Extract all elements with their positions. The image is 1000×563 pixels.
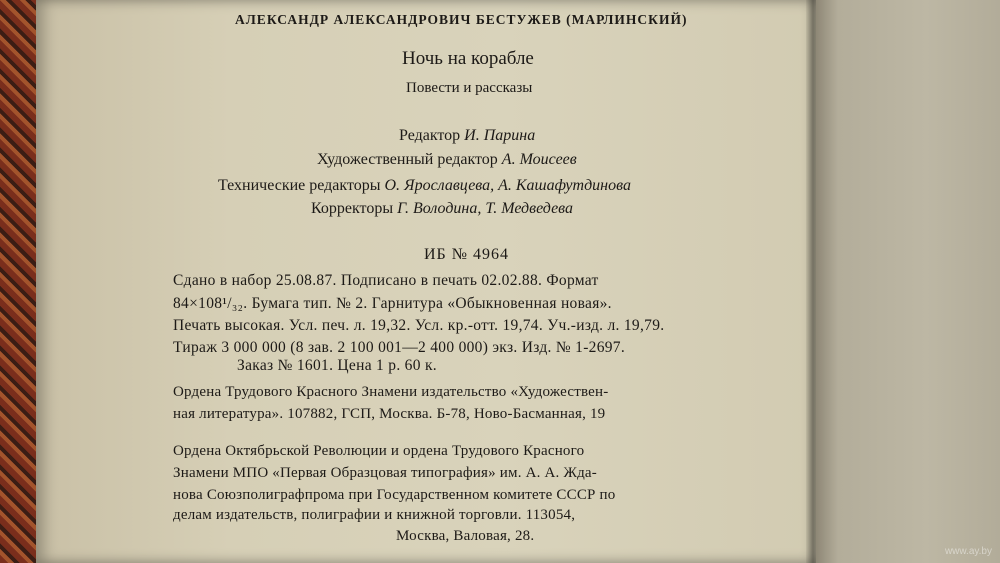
credit-art-editor [317,151,577,169]
fabric-background [0,0,40,563]
book-subtitle: Повести и рассказы [406,80,533,96]
imprint-line: Сдано в набор 25.08.87. Подписано в печать 02.02.88. Формат [173,272,599,289]
credit-tech-editors [218,177,631,195]
credit-role: Редактор [399,127,465,144]
printer-line: Ордена Октябрьской Революции и ордена Трудового Красного [173,443,585,459]
credit-proofreaders [311,200,573,218]
watermark: www.ay.by [944,546,992,557]
credit-names: А. Моисеев [501,151,577,168]
facing-page [816,0,1000,563]
credit-editor [399,127,535,145]
credit-role: Корректоры [311,200,398,217]
imprint-line: Тираж 3 000 000 (8 зав. 2 100 001—2 400 000) экз. Изд. № 1-2697. [173,339,626,356]
credit-role: Технические редакторы [218,177,385,194]
publisher-line: Ордена Трудового Красного Знамени издательство «Художествен- [173,384,609,400]
ib-number: ИБ № 4964 [424,246,510,263]
author-name: АЛЕКСАНДР АЛЕКСАНДРОВИЧ БЕСТУЖЕВ (МАРЛИНСКИЙ) [235,12,688,27]
imprint-line: 84×108¹/₃₂. Бумага тип. № 2. Гарнитура «Обыкновенная новая». [173,295,612,312]
book-title: Ночь на корабле [402,48,534,69]
publisher-line: ная литература». 107882, ГСП, Москва. Б-78, Ново-Басманная, 19 [173,406,606,422]
imprint-line: Печать высокая. Усл. печ. л. 19,32. Усл. кр.-отт. 19,74. Уч.-изд. л. 19,79. [173,317,665,334]
credit-names: Г. Володина, Т. Медведева [397,200,574,217]
printer-line: нова Союзполиграфпрома при Государственном комитете СССР по [173,487,616,503]
imprint-line: Заказ № 1601. Цена 1 р. 60 к. [237,357,437,374]
credit-names: О. Ярославцева, А. Кашафутдинова [384,177,631,194]
printer-line: Москва, Валовая, 28. [396,528,535,544]
credit-names: И. Парина [464,127,536,144]
credit-role: Художественный редактор [317,151,502,168]
printer-line: Знамени МПО «Первая Образцовая типография» им. А. А. Жда- [173,465,597,481]
printer-line: делам издательств, полиграфии и книжной торговли. 113054, [173,507,576,523]
